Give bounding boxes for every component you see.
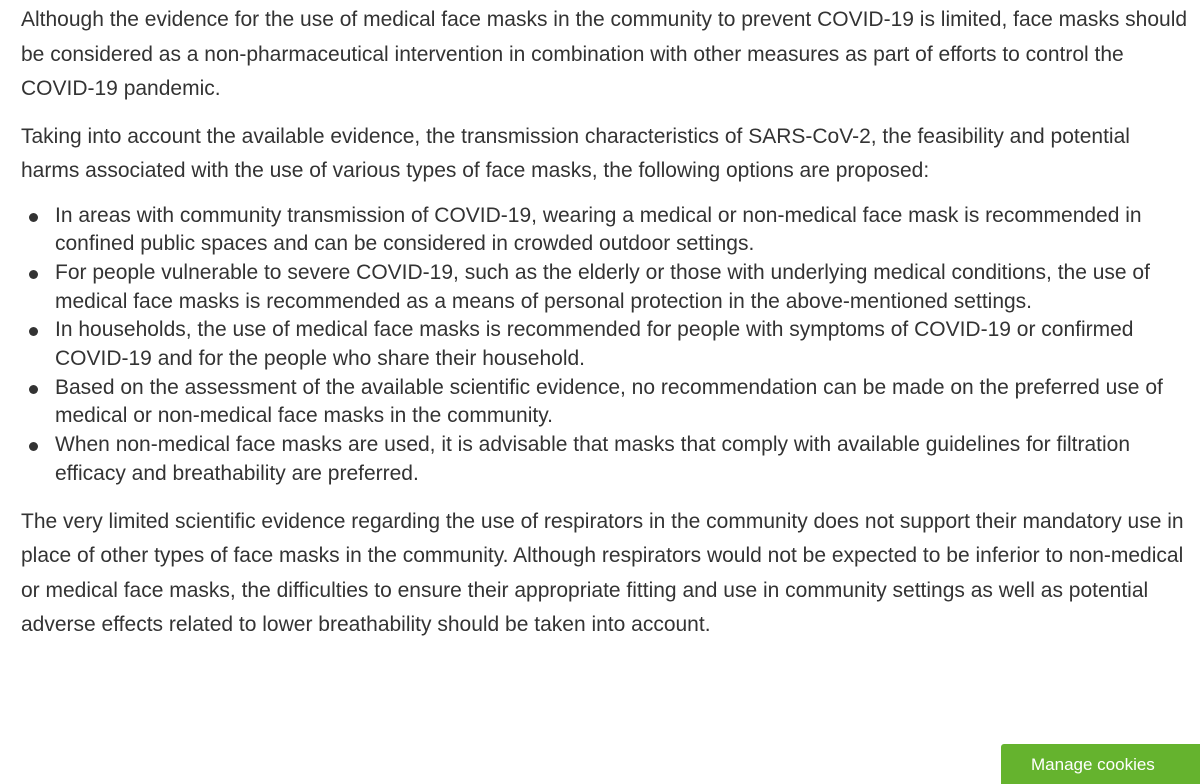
bullet-icon (29, 213, 38, 222)
list-item (21, 374, 1191, 431)
list-item-text: For people vulnerable to severe COVID-19, such as the elderly or those with underlying medical conditions, the use of medical face masks is recommended as a means of personal protection in the above-mentioned settings. (55, 260, 1150, 313)
list-item (21, 202, 1191, 259)
article-content (21, 0, 1191, 643)
bullet-icon (29, 270, 38, 279)
bullet-icon (29, 442, 38, 451)
manage-cookies-button[interactable]: Manage cookies (1001, 744, 1200, 784)
list-item-text: When non-medical face masks are used, it is advisable that masks that comply with available guidelines for filtration efficacy and breathability are preferred. (55, 433, 1131, 485)
intro-paragraph: Although the evidence for the use of medical face masks in the community to prevent COVID-19 is limited, face masks should be considered as a non-pharmaceutical intervention in combination with other measures as part of efforts to control the COVID-19 pandemic. (21, 8, 1188, 100)
bullet-icon (29, 327, 38, 336)
recommendations-list (21, 202, 1191, 489)
list-item-text: In areas with community transmission of COVID-19, wearing a medical or non-medical face mask is recommended in confined public spaces and can be considered in crowded outdoor settings. (55, 203, 1142, 256)
bullet-icon (29, 385, 38, 394)
list-item-text: Based on the assessment of the available scientific evidence, no recommendation can be made on the preferred use of medical or non-medical face masks in the community. (55, 375, 1163, 428)
list-item (21, 316, 1191, 373)
list-item (21, 259, 1191, 316)
list-item (21, 431, 1191, 488)
respirators-paragraph: The very limited scientific evidence regarding the use of respirators in the community does not support their mandatory use in place of other types of face masks in the community. Although respirators would not be expected to be inferior to non-medical or medical face masks, the difficulties to ensure their appropriate fitting and use in community settings as well as potential adverse effects related to lower breathability should be taken into account. (21, 509, 1184, 637)
list-item-text: In households, the use of medical face masks is recommended for people with symptoms of COVID-19 or confirmed COVID-19 and for the people who share their household. (55, 318, 1134, 371)
options-intro-paragraph: Taking into account the available evidence, the transmission characteristics of SARS-CoV-2, the feasibility and potential harms associated with the use of various types of face masks, the following options are proposed: (21, 124, 1130, 182)
